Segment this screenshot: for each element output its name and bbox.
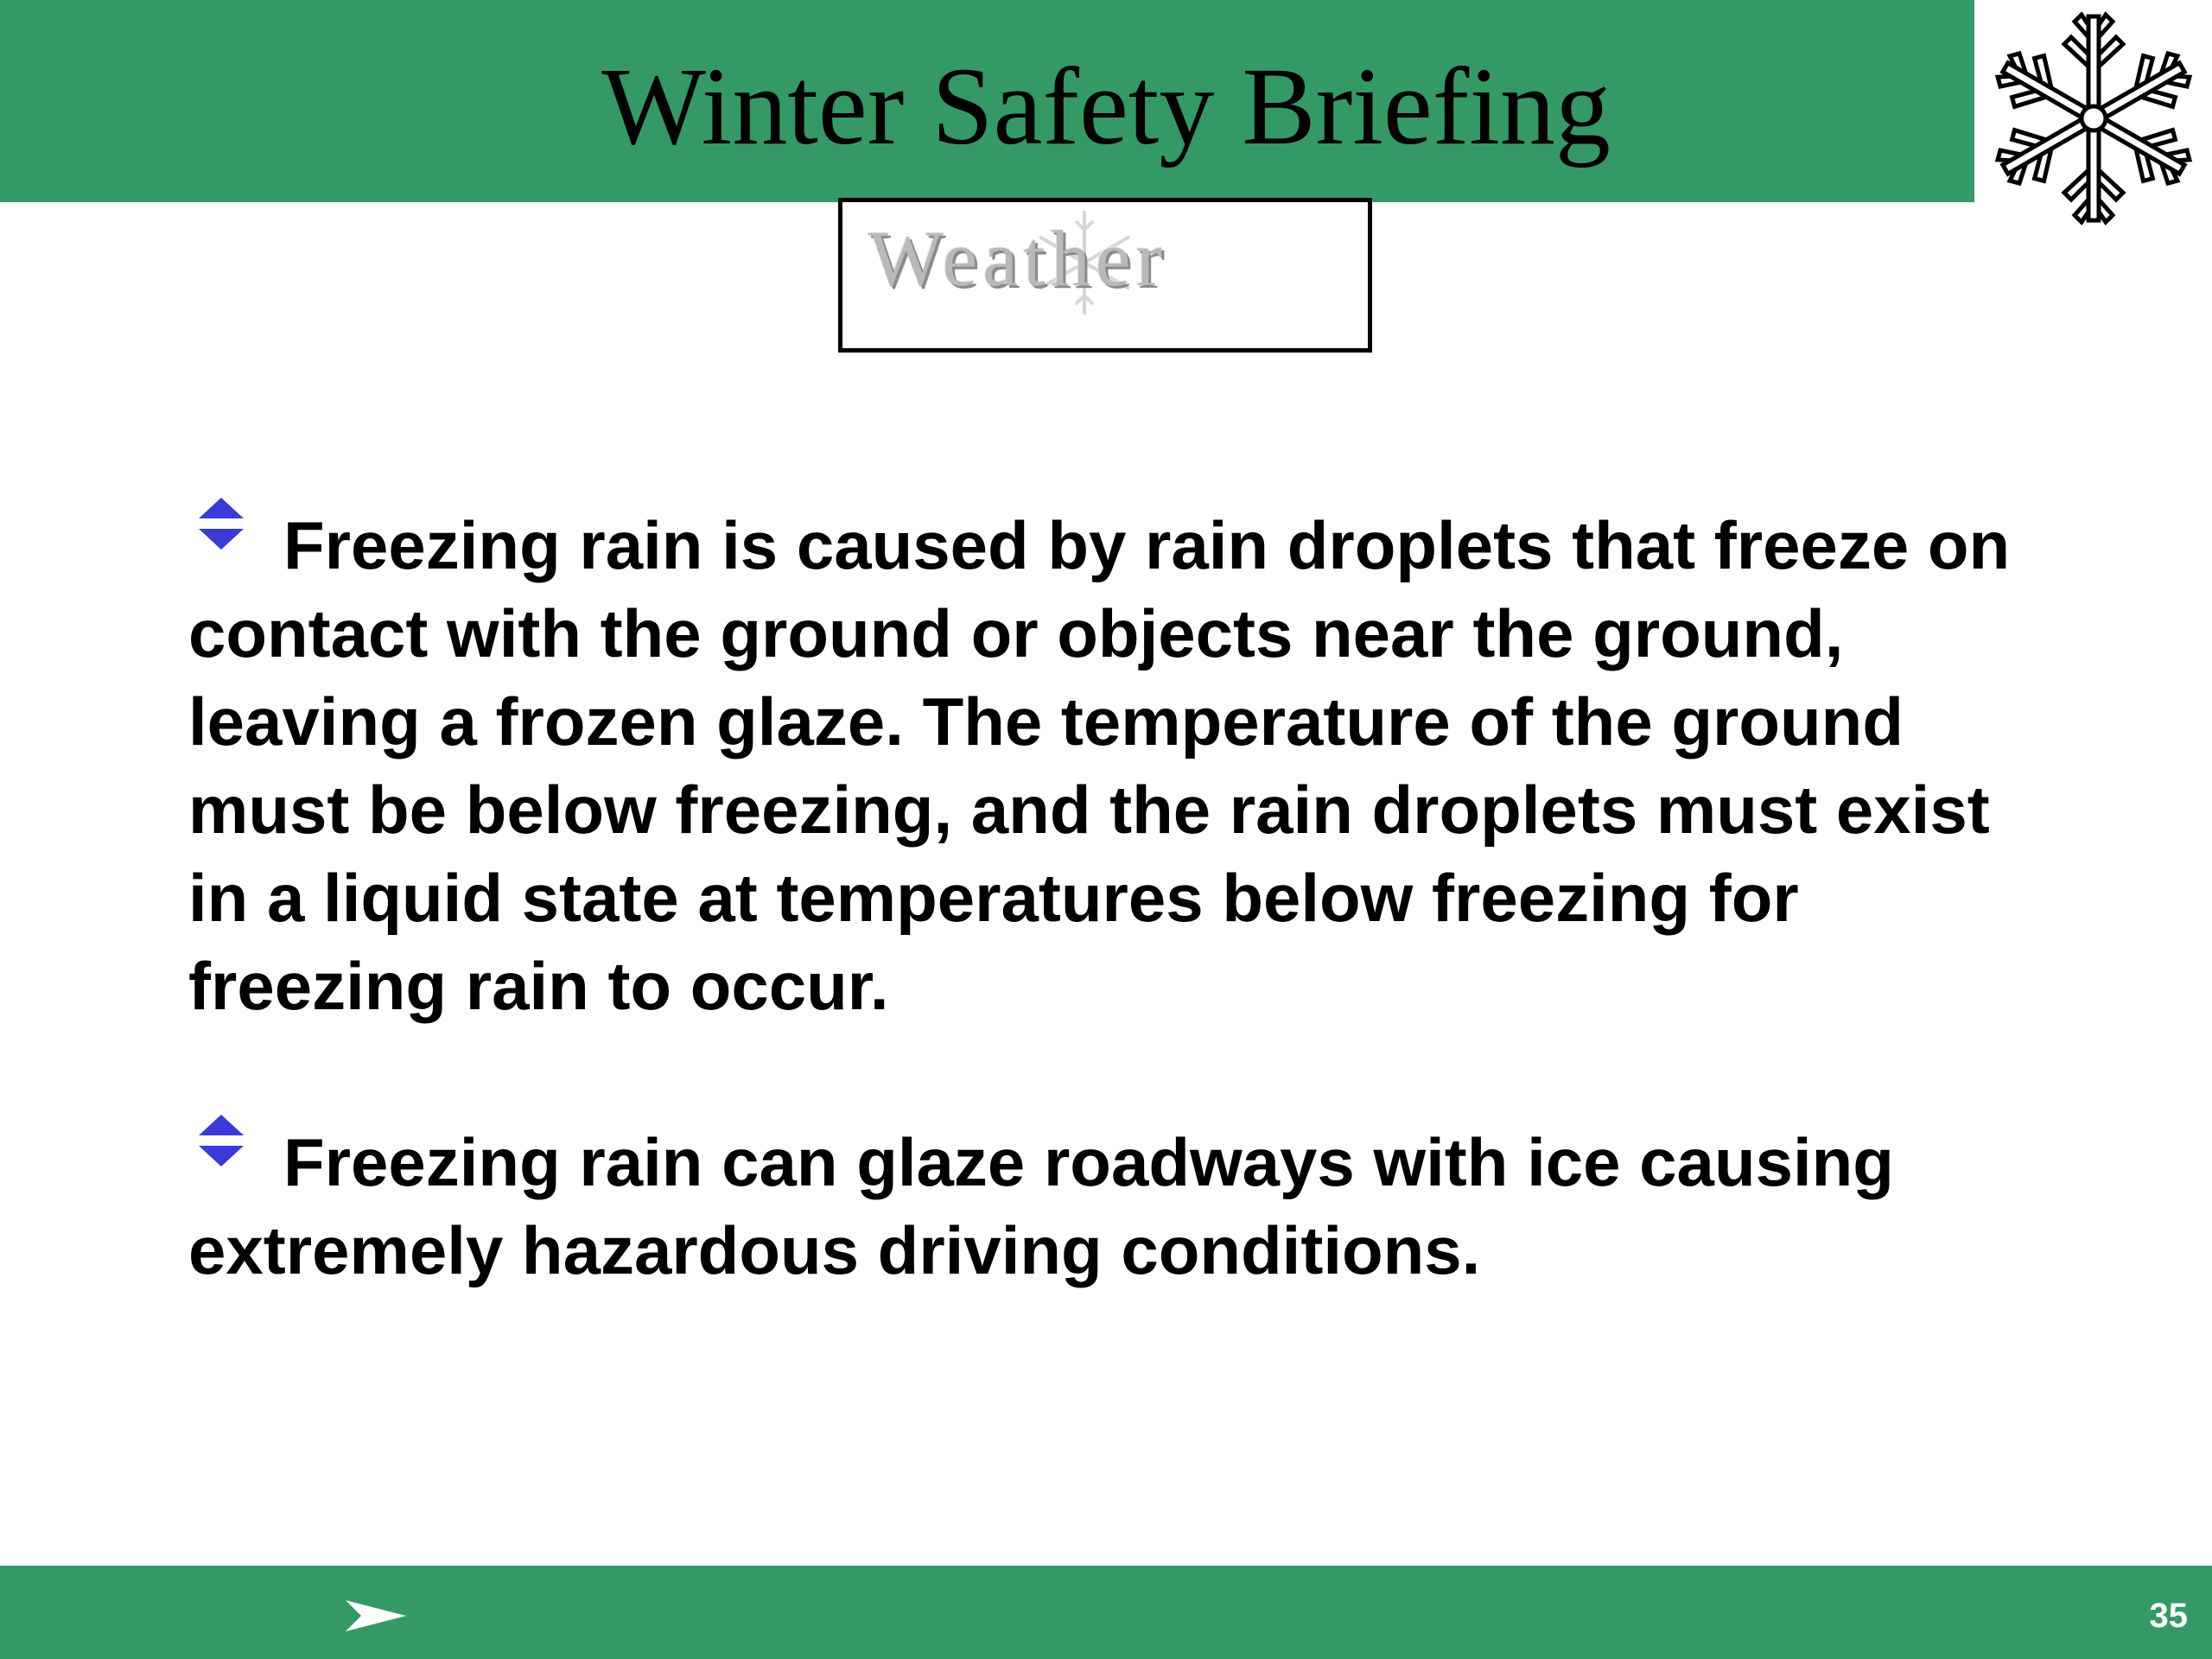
bullet-text-1: Freezing rain is caused by rain droplets that freeze on contact with the ground or objects near the ground, leaving a frozen glaze. The temperature of the ground must be below freezing, and the rain droplets must exist in a liquid state at temperatures below freezing for freezing rain to occur. bbox=[188, 507, 2011, 1024]
footer-bar bbox=[0, 1566, 2212, 1659]
snowflake-icon bbox=[1986, 0, 2202, 237]
bullet-text-2: Freezing rain can glaze roadways with ice causing extremely hazardous driving conditions. bbox=[188, 1124, 1894, 1288]
weather-logo bbox=[838, 198, 1372, 353]
page-number: 35 bbox=[2149, 1597, 2188, 1635]
arrow-right-icon[interactable] bbox=[346, 1599, 406, 1633]
bullet-item-2 bbox=[188, 1118, 2037, 1294]
bullet-list bbox=[188, 501, 2037, 1382]
diamond-bullet-icon bbox=[188, 506, 283, 567]
slide-title: Winter Safety Briefing bbox=[601, 45, 1611, 168]
bullet-item-1 bbox=[188, 501, 2037, 1030]
logo-text: Weather bbox=[868, 214, 1168, 302]
diamond-bullet-icon bbox=[188, 1123, 283, 1184]
